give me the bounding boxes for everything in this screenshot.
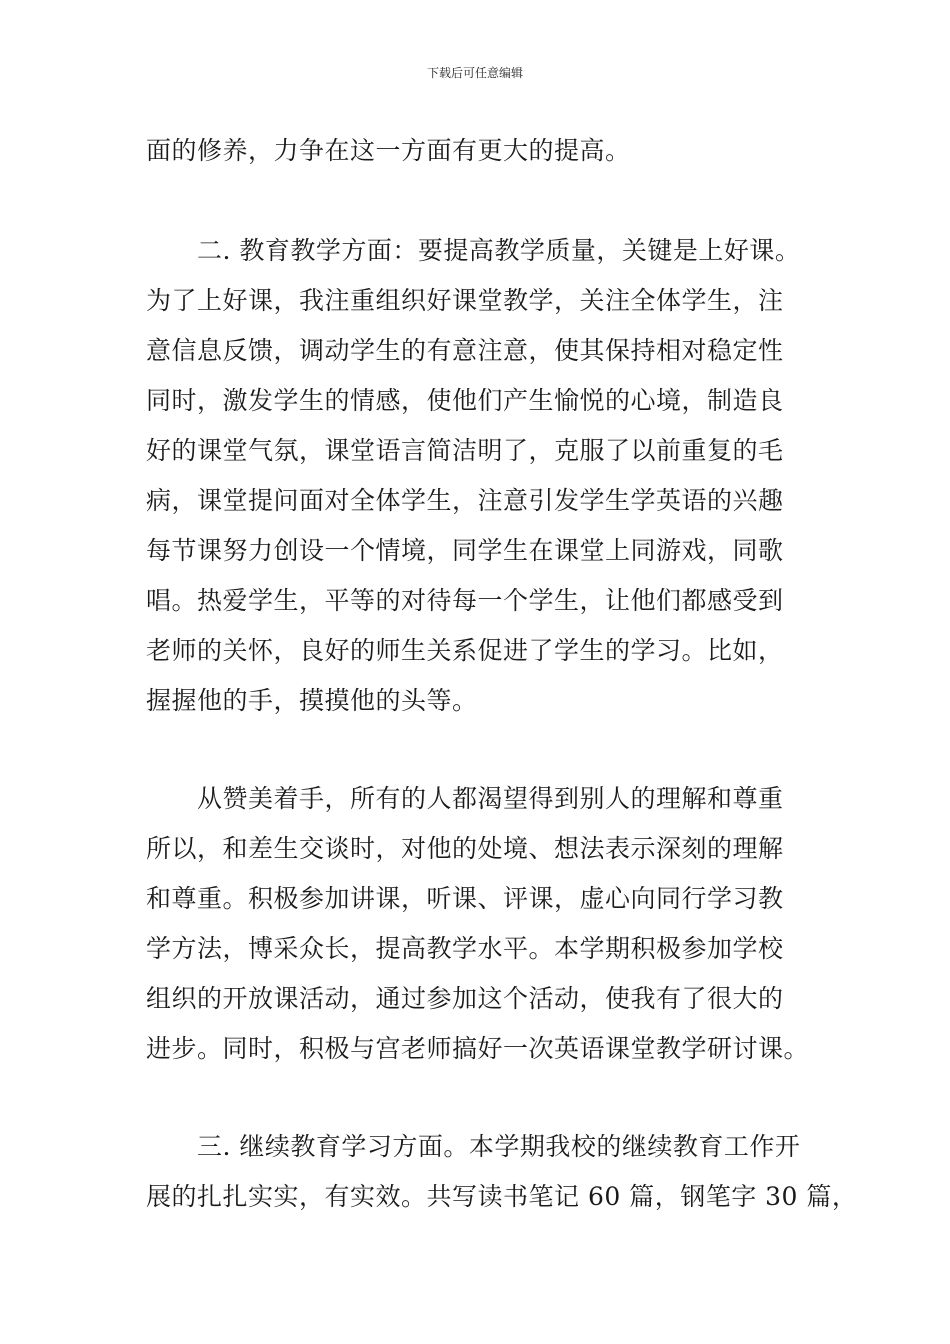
paragraph-line: 组织的开放课活动，通过参加这个活动，使我有了很大的: [146, 984, 784, 1013]
paragraph-line: 每节课努力创设一个情境，同学生在课堂上同游戏，同歌: [146, 536, 784, 565]
paragraph-line: 意信息反馈，调动学生的有意注意，使其保持相对稳定性: [146, 336, 784, 365]
paragraph-line: 老师的关怀，良好的师生关系促进了学生的学习。比如，: [146, 636, 784, 665]
paragraph-line: 同时，激发学生的情感，使他们产生愉悦的心境，制造良: [146, 386, 784, 415]
paragraph-line: 二. 教育教学方面：要提高教学质量，关键是上好课。: [146, 236, 801, 265]
paragraph-line: 病，课堂提问面对全体学生，注意引发学生学英语的兴趣: [146, 486, 784, 515]
paragraph-line: 所以，和差生交谈时，对他的处境、想法表示深刻的理解: [146, 834, 784, 863]
paragraph-line: 为了上好课，我注重组织好课堂教学，关注全体学生，注: [146, 286, 784, 315]
paragraph-line: 展的扎扎实实，有实效。共写读书笔记 60 篇，钢笔字 30 篇，: [146, 1182, 858, 1211]
paragraph-line: 唱。热爱学生，平等的对待每一个学生，让他们都感受到: [146, 586, 784, 615]
page-header: 下载后可任意编辑: [426, 66, 523, 80]
paragraph-line: 握握他的手，摸摸他的头等。: [146, 686, 478, 715]
paragraph-line: 好的课堂气氛，课堂语言简洁明了，克服了以前重复的毛: [146, 436, 784, 465]
paragraph-line: 从赞美着手，所有的人都渴望得到别人的理解和尊重: [146, 784, 784, 813]
paragraph-line: 面的修养，力争在这一方面有更大的提高。: [146, 136, 631, 165]
paragraph-line: 学方法，博采众长，提高教学水平。本学期积极参加学校: [146, 934, 784, 963]
paragraph-line: 和尊重。积极参加讲课，听课、评课，虚心向同行学习教: [146, 884, 784, 913]
paragraph-line: 进步。同时，积极与宫老师搞好一次英语课堂教学研讨课。: [146, 1034, 810, 1063]
paragraph-line: 三. 继续教育学习方面。本学期我校的继续教育工作开: [146, 1132, 801, 1161]
